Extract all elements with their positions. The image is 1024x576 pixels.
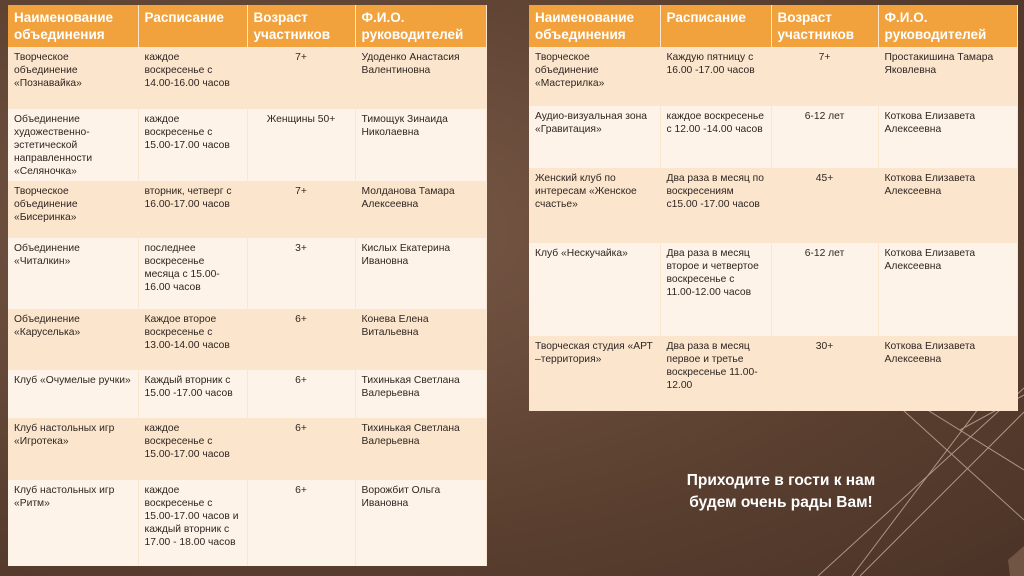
cell-schedule: Каждую пятницу с 16.00 -17.00 часов — [660, 47, 771, 106]
invitation-line-2: будем очень рады Вам! — [689, 494, 873, 511]
cell-age: 7+ — [247, 47, 355, 109]
schedule-table-right — [529, 5, 1018, 411]
cell-age: 7+ — [771, 47, 878, 106]
cell-age: 6+ — [247, 309, 355, 370]
table-row — [8, 480, 486, 566]
cell-schedule: Каждый вторник с 15.00 -17.00 часов — [138, 370, 247, 418]
cell-schedule: каждое воскресенье с 14.00-16.00 часов — [138, 47, 247, 109]
cell-age: 3+ — [247, 238, 355, 309]
cell-schedule: каждое воскресенье с 15.00-17.00 часов — [138, 109, 247, 181]
cell-name: Клуб настольных игр «Игротека» — [8, 418, 138, 480]
cell-name: Клуб настольных игр «Ритм» — [8, 480, 138, 566]
cell-leader: Кислых Екатерина Ивановна — [355, 238, 486, 309]
cell-name: Объединение художественно-эстетической направленности «Селяночка» — [8, 109, 138, 181]
cell-age: 7+ — [247, 181, 355, 238]
header-leader: Ф.И.О. руководителей — [878, 5, 1017, 47]
header-age: Возраст участников — [247, 5, 355, 47]
cell-leader: Конева Елена Витальевна — [355, 309, 486, 370]
cell-name: Объединение «Каруселька» — [8, 309, 138, 370]
cell-name: Объединение «Читалкин» — [8, 238, 138, 309]
table-row — [529, 47, 1017, 106]
cell-schedule: Каждое второе воскресенье с 13.00-14.00 часов — [138, 309, 247, 370]
table-row — [8, 47, 486, 109]
table-row — [8, 238, 486, 309]
table-header-row — [8, 5, 486, 47]
header-schedule: Расписание — [660, 5, 771, 47]
invitation-text — [646, 470, 916, 514]
cell-name: Творческое объединение «Познавайка» — [8, 47, 138, 109]
cell-schedule: каждое воскресенье с 15.00-17.00 часов — [138, 418, 247, 480]
table-row — [8, 109, 486, 181]
cell-schedule: Два раза в месяц по воскресениям с15.00 -17.00 часов — [660, 168, 771, 243]
header-name: Наименование объединения — [529, 5, 660, 47]
cell-leader: Ворожбит Ольга Ивановна — [355, 480, 486, 566]
cell-name: Аудио-визуальная зона «Гравитация» — [529, 106, 660, 168]
cell-schedule: каждое воскресенье с 15.00-17.00 часов и каждый вторник с 17.00 - 18.00 часов — [138, 480, 247, 566]
table-header-row — [529, 5, 1017, 47]
cell-leader: Молданова Тамара Алексеевна — [355, 181, 486, 238]
header-age: Возраст участников — [771, 5, 878, 47]
cell-schedule: последнее воскресенье месяца с 15.00-16.00 часов — [138, 238, 247, 309]
table-row — [529, 243, 1017, 336]
header-schedule: Расписание — [138, 5, 247, 47]
cell-leader: Тихинькая Светлана Валерьевна — [355, 370, 486, 418]
cell-name: Творческая студия «АРТ –территория» — [529, 336, 660, 411]
cell-age: Женщины 50+ — [247, 109, 355, 181]
cell-name: Творческое объединение «Мастерилка» — [529, 47, 660, 106]
cell-leader: Коткова Елизавета Алексеевна — [878, 168, 1017, 243]
cell-schedule: Два раза в месяц первое и третье воскресенье 11.00-12.00 — [660, 336, 771, 411]
cell-name: Творческое объединение «Бисеринка» — [8, 181, 138, 238]
cell-leader: Тихинькая Светлана Валерьевна — [355, 418, 486, 480]
cell-age: 6+ — [247, 418, 355, 480]
table-row — [8, 370, 486, 418]
table-row — [529, 106, 1017, 168]
cell-leader: Коткова Елизавета Алексеевна — [878, 243, 1017, 336]
table-row — [8, 418, 486, 480]
cell-age: 6+ — [247, 370, 355, 418]
header-leader: Ф.И.О. руководителей — [355, 5, 486, 47]
cell-age: 6+ — [247, 480, 355, 566]
cell-age: 6-12 лет — [771, 106, 878, 168]
cell-leader: Тимощук Зинаида Николаевна — [355, 109, 486, 181]
cell-leader: Коткова Елизавета Алексеевна — [878, 336, 1017, 411]
table-row — [529, 336, 1017, 411]
invitation-line-1: Приходите в гости к нам — [686, 472, 876, 489]
cell-schedule: Два раза в месяц второе и четвертое воскресенье с 11.00-12.00 часов — [660, 243, 771, 336]
table-body-right — [529, 47, 1017, 411]
cell-name: Клуб «Очумелые ручки» — [8, 370, 138, 418]
cell-age: 6-12 лет — [771, 243, 878, 336]
schedule-table-left — [8, 5, 487, 566]
table-body-left — [8, 47, 486, 566]
table-row — [8, 309, 486, 370]
cell-age: 45+ — [771, 168, 878, 243]
cell-leader: Коткова Елизавета Алексеевна — [878, 106, 1017, 168]
table-row — [8, 181, 486, 238]
cell-leader: Удоденко Анастасия Валентиновна — [355, 47, 486, 109]
cell-age: 30+ — [771, 336, 878, 411]
header-name: Наименование объединения — [8, 5, 138, 47]
cell-schedule: каждое воскресенье с 12.00 -14.00 часов — [660, 106, 771, 168]
cell-schedule: вторник, четверг с 16.00-17.00 часов — [138, 181, 247, 238]
cell-name: Женский клуб по интересам «Женское счастье» — [529, 168, 660, 243]
table-row — [529, 168, 1017, 243]
cell-name: Клуб «Нескучайка» — [529, 243, 660, 336]
cell-leader: Простакишина Тамара Яковлевна — [878, 47, 1017, 106]
